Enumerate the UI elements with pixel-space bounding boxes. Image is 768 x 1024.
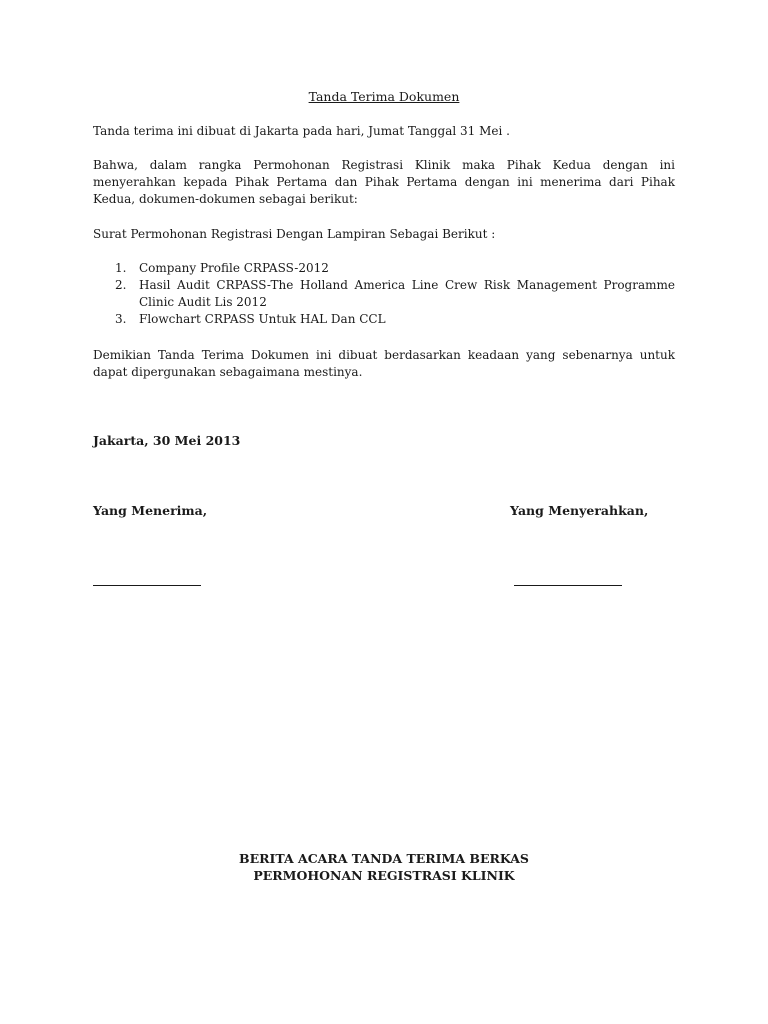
list-item-number: 3. [115,312,127,326]
demikian-paragraph: Demikian Tanda Terima Dokumen ini dibuat berdasarkan keadaan yang sebenarnya untuk dapat dipergunakan sebagaimana mestinya. [93,348,675,379]
footer-title [93,850,675,884]
footer-title-line-2: PERMOHONAN REGISTRASI KLINIK [253,868,515,883]
document-title: Tanda Terima Dokumen [308,89,460,104]
document-page [93,0,675,1024]
bahwa-paragraph: Bahwa, dalam rangka Permohonan Registrasi Klinik maka Pihak Kedua dengan ini menyerahkan kepada Pihak Pertama dan Pihak Pertama dengan ini menerima dari Pihak Kedua, dokumen-dokumen sebagai berikut: [93,158,675,206]
list-item-text: Hasil Audit CRPASS-The Holland America Line Crew Risk Management Programme Clinic Audit Lis 2012 [139,278,675,309]
list-item-text: Company Profile CRPASS-2012 [139,261,329,275]
list-item-number: 1. [115,261,127,275]
date-line: Jakarta, 30 Mei 2013 [93,433,241,448]
list-item [93,260,675,277]
list-item-number: 2. [115,278,127,292]
intro-paragraph: Tanda terima ini dibuat di Jakarta pada hari, Jumat Tanggal 31 Mei . [93,124,510,138]
list-item [93,277,675,311]
surat-paragraph: Surat Permohonan Registrasi Dengan Lampiran Sebagai Berikut : [93,227,496,241]
footer-title-line-1: BERITA ACARA TANDA TERIMA BERKAS [239,851,529,866]
receiver-label: Yang Menerima, [93,503,208,518]
receiver-signature-line [93,575,201,586]
giver-signature-line [514,575,622,586]
giver-label: Yang Menyerahkan, [510,503,649,518]
document-list [93,260,675,328]
list-item [93,311,675,328]
list-item-text: Flowchart CRPASS Untuk HAL Dan CCL [139,312,386,326]
